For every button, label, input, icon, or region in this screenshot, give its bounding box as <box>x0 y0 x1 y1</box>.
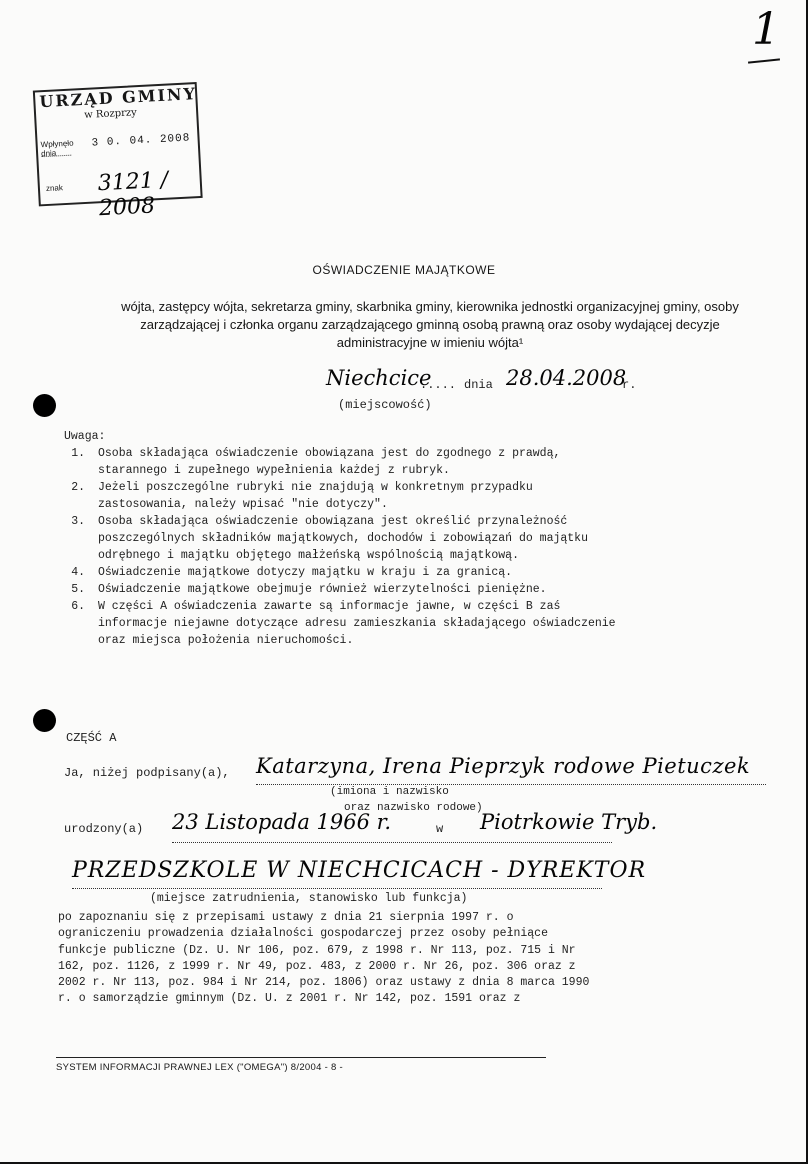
date-handwritten: 28.04.2008 <box>506 366 627 390</box>
notes-heading: Uwaga: <box>64 430 106 443</box>
declarant-dotline <box>256 784 766 785</box>
page-number: 1 <box>752 4 780 55</box>
stamp-date: 3 0. 04. 2008 <box>91 132 191 150</box>
declarant-label: Ja, niżej podpisany(a), <box>64 766 230 780</box>
declarant-handwritten: Katarzyna, Irena Pieprzyk rodowe Pietuczek <box>256 754 751 778</box>
name-hint-2: oraz nazwisko rodowe) <box>344 802 483 814</box>
note-item: 2. Jeżeli poszczególne rubryki nie znajdują w konkretnym przypadku zastosowania, należy wpisać "nie dotyczy". <box>92 479 624 513</box>
note-item: 3. Osoba składająca oświadczenie obowiązana jest określić przynależność poszczególnych składników majątkowych, dochodów i zobowiązań do majątku odrębnego i majątku objętego małżeńską wspólnością majątkową. <box>92 513 624 564</box>
employment-hint: (miejsce zatrudnienia, stanowisko lub funkcja) <box>150 892 468 905</box>
born-dotline <box>172 842 612 843</box>
document-subtitle: wójta, zastępcy wójta, sekretarza gminy, skarbnika gminy, kierownika jednostki organizacyjnej gminy, osoby zarządzającej i członka organu zarządzającego gminną osobą prawną oraz osoby wydającej decyzje administracyjne w imieniu wójta¹ <box>121 299 739 350</box>
employment-handwritten: PRZEDSZKOLE W NIECHCICACH - DYREKTOR <box>72 858 647 883</box>
born-in-label: w <box>436 822 444 836</box>
office-stamp <box>33 82 211 222</box>
place-handwritten: Niechcice <box>326 366 432 390</box>
employment-dotline <box>72 888 602 889</box>
stamp-znak-label: znak <box>45 183 64 194</box>
note-item: 4. Oświadczenie majątkowe dotyczy majątku w kraju i za granicą. <box>92 564 624 581</box>
punch-hole-dot <box>33 709 56 732</box>
note-item: 1. Osoba składająca oświadczenie obowiązana jest do zgodnego z prawdą, starannego i zupełnego wypełnienia każdej z rubryk. <box>92 445 624 479</box>
part-a-heading: CZĘŚĆ A <box>66 731 117 745</box>
note-item: 5. Oświadczenie majątkowe obejmuje również wierzytelności pieniężne. <box>92 581 624 598</box>
date-suffix: r. <box>622 378 637 392</box>
born-label: urodzony(a) <box>64 822 144 836</box>
footer-rule <box>56 1057 546 1058</box>
notes-list <box>64 445 624 649</box>
dnia-label: dnia <box>464 378 493 392</box>
stamp-date-label: Wpłynęło dnia <box>40 138 74 159</box>
footer-source: SYSTEM INFORMACJI PRAWNEJ LEX ("OMEGA") 8/2004 - 8 - <box>56 1062 343 1073</box>
name-hint-1: (imiona i nazwisko <box>330 786 449 798</box>
stamp-znak: 3121 / 2008 <box>97 167 169 222</box>
born-place-handwritten: Piotrkowie Tryb. <box>480 810 658 834</box>
notes-section <box>64 428 624 649</box>
stamp-office: URZĄD GMINY <box>38 84 198 112</box>
document-title: OŚWIADCZENIE MAJĄTKOWE <box>312 263 496 277</box>
place-dots: ..... <box>420 378 457 392</box>
place-label: (miejscowość) <box>338 398 432 412</box>
stamp-location: w Rozprzy <box>83 107 138 121</box>
note-item: 6. W części A oświadczenia zawarte są informacje jawne, w części B zaś informacje niejawne dotyczące adresu zamieszkania składającego oświadczenie oraz miejsca położenia nieruchomości. <box>92 598 624 649</box>
born-date-handwritten: 23 Listopada 1966 r. <box>172 810 392 834</box>
legal-paragraph: po zapoznaniu się z przepisami ustawy z dnia 21 sierpnia 1997 r. o ograniczeniu prowadzenia działalności gospodarczej przez osoby pełniące funkcje publiczne (Dz. U. Nr 106, poz. 679, z 1998 r. Nr 113, poz. 715 i Nr 162, poz. 1126, z 1999 r. Nr 49, poz. 483, z 2000 r. Nr 26, poz. 306 oraz z 2002 r. Nr 113, poz. 984 i Nr 214, poz. 1806) oraz ustawy z dnia 8 marca 1990 r. o samorządzie gminnym (Dz. U. z 2001 r. Nr 142, poz. 1591 oraz z <box>58 911 590 1006</box>
punch-hole-dot <box>33 394 56 417</box>
